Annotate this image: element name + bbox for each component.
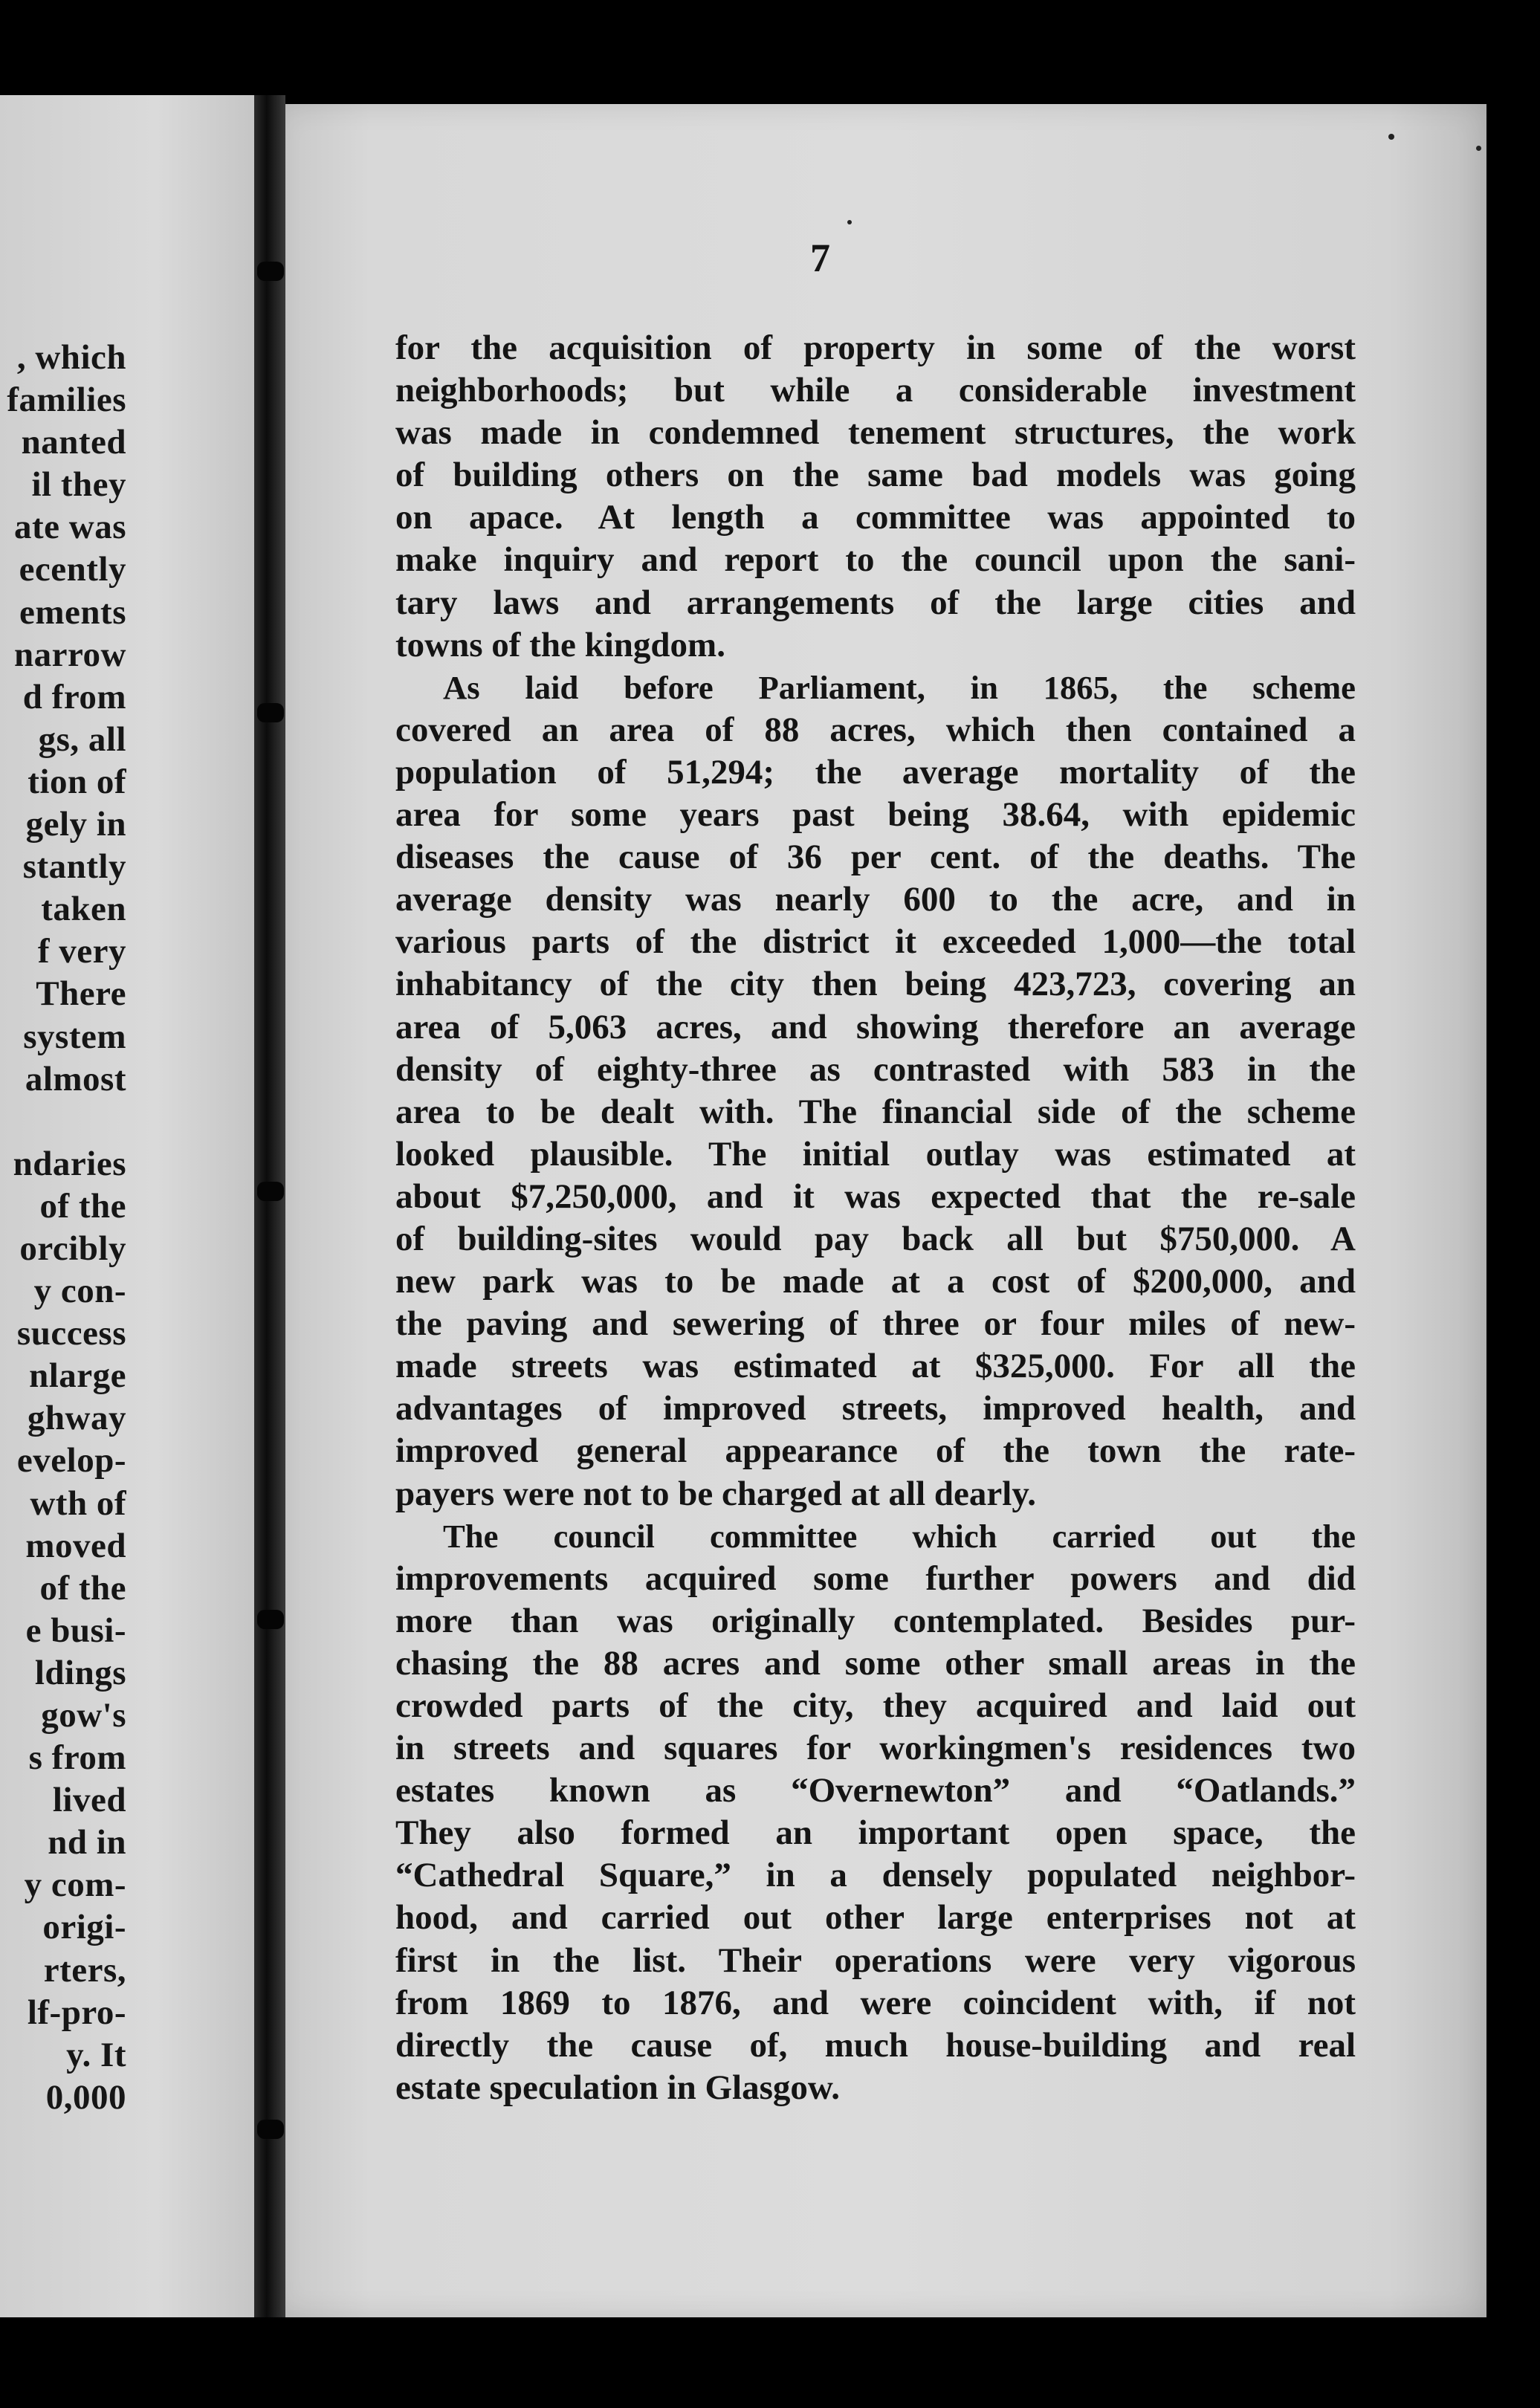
previous-page-line: evelop- bbox=[16, 1441, 126, 1480]
binding-stitch bbox=[257, 262, 284, 281]
previous-page-line: s from bbox=[28, 1738, 126, 1778]
previous-page-line: ghway bbox=[27, 1399, 126, 1438]
previous-page-line bbox=[7, 1101, 126, 1143]
previous-page-line: y. It bbox=[66, 2035, 126, 2074]
previous-page-line: nlarge bbox=[29, 1356, 126, 1396]
previous-page-line: There bbox=[36, 974, 126, 1014]
text-line: crowded parts of the city, they acquired and laid out bbox=[395, 1686, 1356, 1725]
text-line: tary laws and arrangements of the large cities and bbox=[395, 583, 1356, 622]
previous-page-line: of the bbox=[39, 1186, 126, 1226]
text-line: improved general appearance of the town the rate- bbox=[395, 1431, 1356, 1471]
page-number: 7 bbox=[810, 236, 830, 280]
binding-stitch bbox=[257, 2120, 284, 2139]
text-line: diseases the cause of 36 per cent. of the deaths. The bbox=[395, 838, 1356, 877]
previous-page-line: almost bbox=[25, 1059, 126, 1098]
previous-page-line: nd in bbox=[48, 1823, 126, 1862]
text-line: area of 5,063 acres, and showing therefore an average bbox=[395, 1007, 1356, 1046]
previous-page-line: of the bbox=[39, 1568, 126, 1608]
previous-page-line: ndaries bbox=[13, 1144, 126, 1183]
text-line: new park was to be made at a cost of $200,000, and bbox=[395, 1262, 1356, 1301]
previous-page-line: rters, bbox=[43, 1950, 126, 1990]
text-line: looked plausible. The initial outlay was estimated at bbox=[395, 1134, 1356, 1174]
text-line: As laid before Parliament, in 1865, the scheme bbox=[443, 668, 1356, 706]
text-line: area for some years past being 38.64, with epidemic bbox=[395, 795, 1356, 835]
previous-page-line: , which bbox=[16, 338, 126, 377]
text-line: hood, and carried out other large enterprises not at bbox=[395, 1898, 1356, 1938]
text-line: make inquiry and report to the council upon the sani- bbox=[395, 540, 1356, 580]
binding-stitch bbox=[257, 703, 284, 722]
text-line: made streets was estimated at $325,000. For all the bbox=[395, 1347, 1356, 1386]
scan-speck bbox=[1388, 134, 1394, 140]
previous-page-line: f very bbox=[37, 932, 126, 971]
previous-page-line: 0,000 bbox=[45, 2077, 126, 2117]
text-line: for the acquisition of property in some of the worst bbox=[395, 328, 1356, 367]
previous-page-line: success bbox=[16, 1314, 126, 1353]
previous-page-line: lf-pro- bbox=[27, 1993, 126, 2032]
text-line: covered an area of 88 acres, which then contained a bbox=[395, 710, 1356, 749]
binding-stitch bbox=[257, 1182, 284, 1201]
text-line: about $7,250,000, and it was expected that the re-sale bbox=[395, 1177, 1356, 1216]
scan-speck bbox=[847, 220, 852, 224]
previous-page-edge bbox=[0, 95, 260, 2317]
previous-page-line: ecently bbox=[19, 550, 126, 589]
text-line: more than was originally contemplated. Besides pur- bbox=[395, 1601, 1356, 1640]
text-line: The council committee which carried out the bbox=[443, 1517, 1356, 1555]
previous-page-line: moved bbox=[25, 1526, 126, 1565]
text-line: neighborhoods; but while a considerable investment bbox=[395, 371, 1356, 410]
previous-page-line: orcibly bbox=[19, 1229, 126, 1268]
text-line: average density was nearly 600 to the acre, and in bbox=[395, 880, 1356, 919]
previous-page-line: gs, all bbox=[38, 719, 126, 759]
text-line: improvements acquired some further powers and did bbox=[395, 1559, 1356, 1598]
previous-page-line: lived bbox=[52, 1781, 126, 1820]
text-line: area to be dealt with. The financial side of the scheme bbox=[395, 1092, 1356, 1131]
previous-page-line: ate was bbox=[14, 508, 126, 547]
previous-page-line: taken bbox=[41, 890, 126, 929]
text-line: from 1869 to 1876, and were coincident with, if not bbox=[395, 1983, 1356, 2022]
previous-page-line: y con- bbox=[33, 1272, 126, 1311]
scan-speck bbox=[1476, 146, 1481, 151]
text-line: estate speculation in Glasgow. bbox=[395, 2068, 840, 2107]
previous-page-line: nanted bbox=[21, 423, 126, 462]
text-line: on apace. At length a committee was appointed to bbox=[395, 498, 1356, 537]
text-line: in streets and squares for workingmen's residences two bbox=[395, 1729, 1356, 1768]
previous-page-line: gow's bbox=[41, 1696, 126, 1735]
previous-page-line: families bbox=[7, 381, 126, 420]
text-line: towns of the kingdom. bbox=[395, 625, 725, 664]
text-line: estates known as “Overnewton” and “Oatlands.” bbox=[395, 1771, 1356, 1810]
text-line: “Cathedral Square,” in a densely populated neighbor- bbox=[395, 1856, 1356, 1895]
previous-page-text-fragments bbox=[7, 337, 126, 2119]
text-line: was made in condemned tenement structures, the work bbox=[395, 413, 1356, 453]
body-text bbox=[395, 327, 1356, 2109]
binding-stitch bbox=[257, 1610, 284, 1629]
text-line: inhabitancy of the city then being 423,723, covering an bbox=[395, 965, 1356, 1004]
text-line: advantages of improved streets, improved health, and bbox=[395, 1389, 1356, 1428]
text-line: They also formed an important open space, the bbox=[395, 1813, 1356, 1853]
previous-page-line: origi- bbox=[42, 1908, 126, 1947]
text-line: first in the list. Their operations were very vigorous bbox=[395, 1941, 1356, 1980]
previous-page-line: stantly bbox=[22, 847, 126, 887]
previous-page-line: y com- bbox=[24, 1865, 126, 1905]
previous-page-line: il they bbox=[31, 465, 126, 505]
book-gutter bbox=[254, 95, 285, 2317]
text-line: directly the cause of, much house-building and real bbox=[395, 2025, 1356, 2065]
previous-page-line: ements bbox=[19, 592, 126, 632]
text-line: of building others on the same bad models was going bbox=[395, 456, 1356, 495]
previous-page-line: system bbox=[23, 1017, 126, 1056]
text-line: various parts of the district it exceeded 1,000—the total bbox=[395, 922, 1356, 962]
text-line: payers were not to be charged at all dearly. bbox=[395, 1474, 1036, 1513]
previous-page-line: tion of bbox=[28, 762, 126, 801]
text-line: chasing the 88 acres and some other small areas in the bbox=[395, 1643, 1356, 1683]
text-line: population of 51,294; the average mortality of the bbox=[395, 752, 1356, 792]
text-line: density of eighty-three as contrasted with 583 in the bbox=[395, 1049, 1356, 1089]
previous-page-line: gely in bbox=[25, 805, 126, 844]
text-line: of building-sites would pay back all but $750,000. A bbox=[395, 1219, 1356, 1258]
previous-page-line: ldings bbox=[34, 1653, 126, 1692]
previous-page-line: wth of bbox=[30, 1483, 126, 1523]
previous-page-line: narrow bbox=[14, 635, 126, 674]
text-line: the paving and sewering of three or four miles of new- bbox=[395, 1304, 1356, 1344]
previous-page-line: d from bbox=[22, 677, 126, 716]
previous-page-line: e busi- bbox=[25, 1611, 126, 1650]
